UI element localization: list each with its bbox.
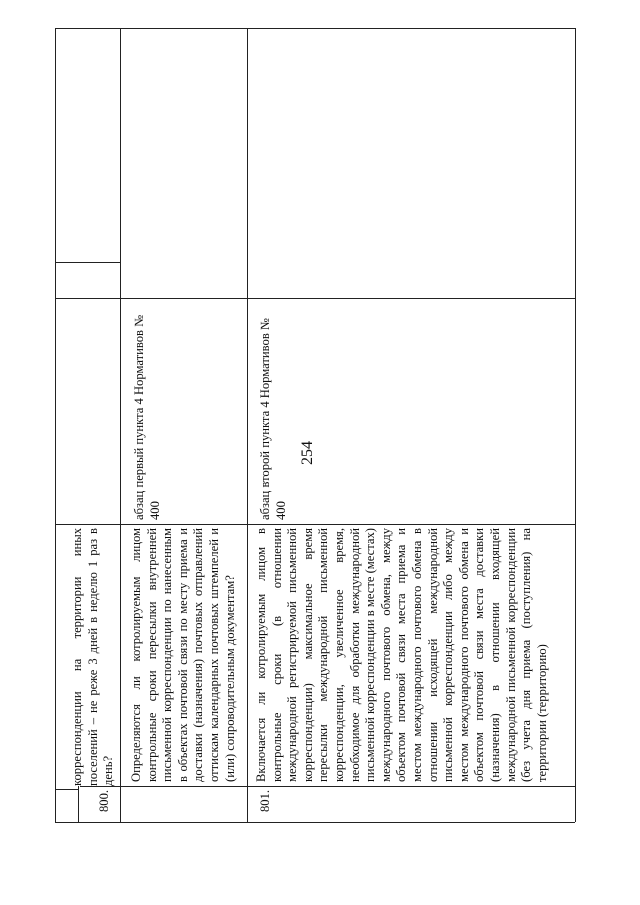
table-line [55,822,575,823]
page-number: 254 [299,441,316,465]
reference-text: абзац второй пункта 4 Нормативов № 400 [258,318,288,520]
reference-text: абзац первый пункта 4 Нормативов № 400 [132,314,162,520]
table-line [80,786,575,787]
table-line [55,298,575,299]
question-text: корреспонденции на территории иных поселений – не реже 3 дней в неделю 1 раз в день? [70,528,116,786]
row-number: 800. [97,789,111,812]
table-line [247,28,248,822]
question-text: Включается ли котролируемым лицом в контрольные сроки (в отношении международной регистрируемой письменной корреспонденции) максимальное время пересылки международной письменной корреспонденции, увеличенное время, необходимое для обработки международной письменной корреспонденции в месте (местах) международного почтового обмена, между объектом почтовой связи места приема и местом международного почтового обмена в отношении исходящей международной письменной корреспонденции либо между местом международного почтового обмена и объектом почтовой связи места доставки (назначения) в отношении входящей международной письменной корреспонденции (без учета дня приема (поступления) на территории (территорию) [254,528,549,782]
question-text: Определяются ли котролируемым лицом контрольные сроки пересылки внутренней письменной корреспонденции по нанесенным в объектах почтовой связи по месту приема и доставки (назначения) почтовых отправлений оттискам календарных почтовых штемпелей и (или) сопроводительным документам? [129,528,237,782]
row-number: 801. [258,789,272,812]
table-line [55,789,78,790]
table-line [55,28,575,29]
table-line [55,28,56,822]
table-line [55,524,575,525]
table-line [78,786,79,822]
table-line [55,262,120,263]
